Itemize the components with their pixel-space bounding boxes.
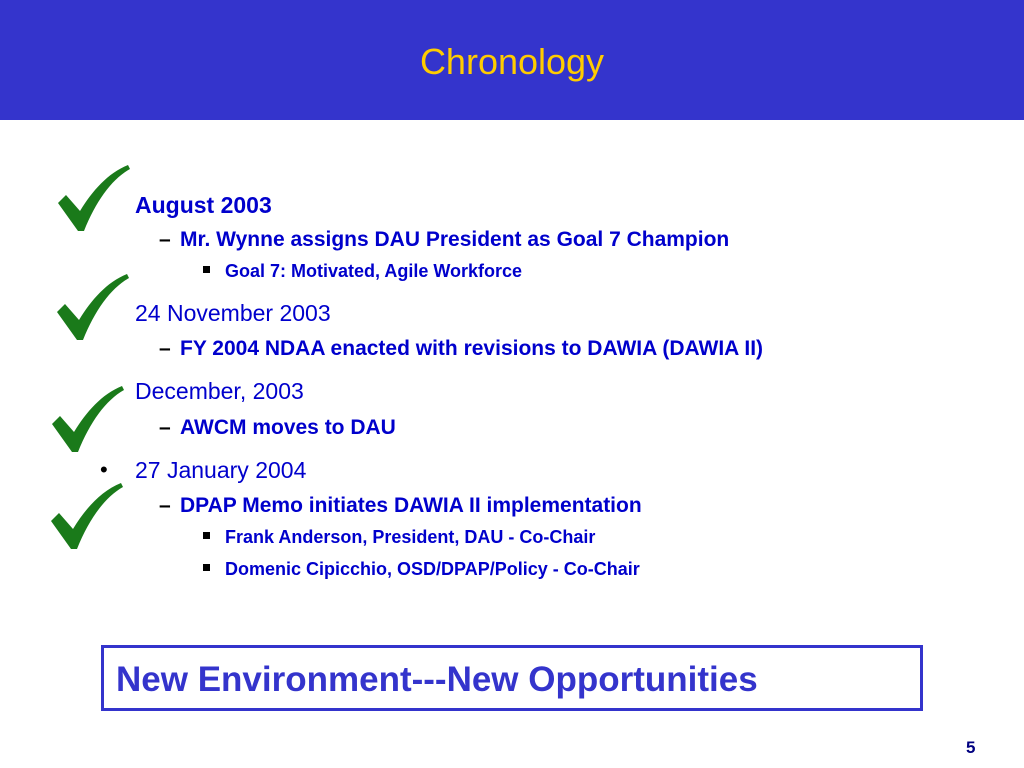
checkmark-icon <box>55 272 131 344</box>
subitem-text: Mr. Wynne assigns DAU President as Goal 7 Champion <box>180 228 730 251</box>
title-bar <box>0 0 1024 120</box>
dash-marker: – <box>159 337 171 360</box>
square-bullet <box>203 266 210 273</box>
bullet-marker: • <box>100 457 108 482</box>
callout-box <box>101 645 923 711</box>
item-date: December, 2003 <box>135 378 304 404</box>
square-bullet <box>203 564 210 571</box>
item-date: August 2003 <box>135 192 272 218</box>
subitem-text: DPAP Memo initiates DAWIA II implementation <box>180 494 642 517</box>
checkmark-icon <box>50 384 126 456</box>
page-number: 5 <box>966 738 976 757</box>
checkmark-icon <box>49 481 125 553</box>
dash-marker: – <box>159 416 171 439</box>
item-date: 24 November 2003 <box>135 300 331 326</box>
subitem-text: AWCM moves to DAU <box>180 416 396 439</box>
detail-text: Goal 7: Motivated, Agile Workforce <box>225 261 523 281</box>
callout-text: New Environment---New Opportunities <box>116 660 758 699</box>
dash-marker: – <box>159 228 171 251</box>
dash-marker: – <box>159 494 171 517</box>
checkmark-icon <box>56 163 132 235</box>
detail-text: Frank Anderson, President, DAU - Co-Chair <box>225 527 596 547</box>
slide-title: Chronology <box>419 41 605 82</box>
subitem-text: FY 2004 NDAA enacted with revisions to DAWIA (DAWIA II) <box>180 337 764 360</box>
item-date: 27 January 2004 <box>135 457 307 483</box>
detail-text: Domenic Cipicchio, OSD/DPAP/Policy - Co-Chair <box>225 559 640 579</box>
square-bullet <box>203 532 210 539</box>
